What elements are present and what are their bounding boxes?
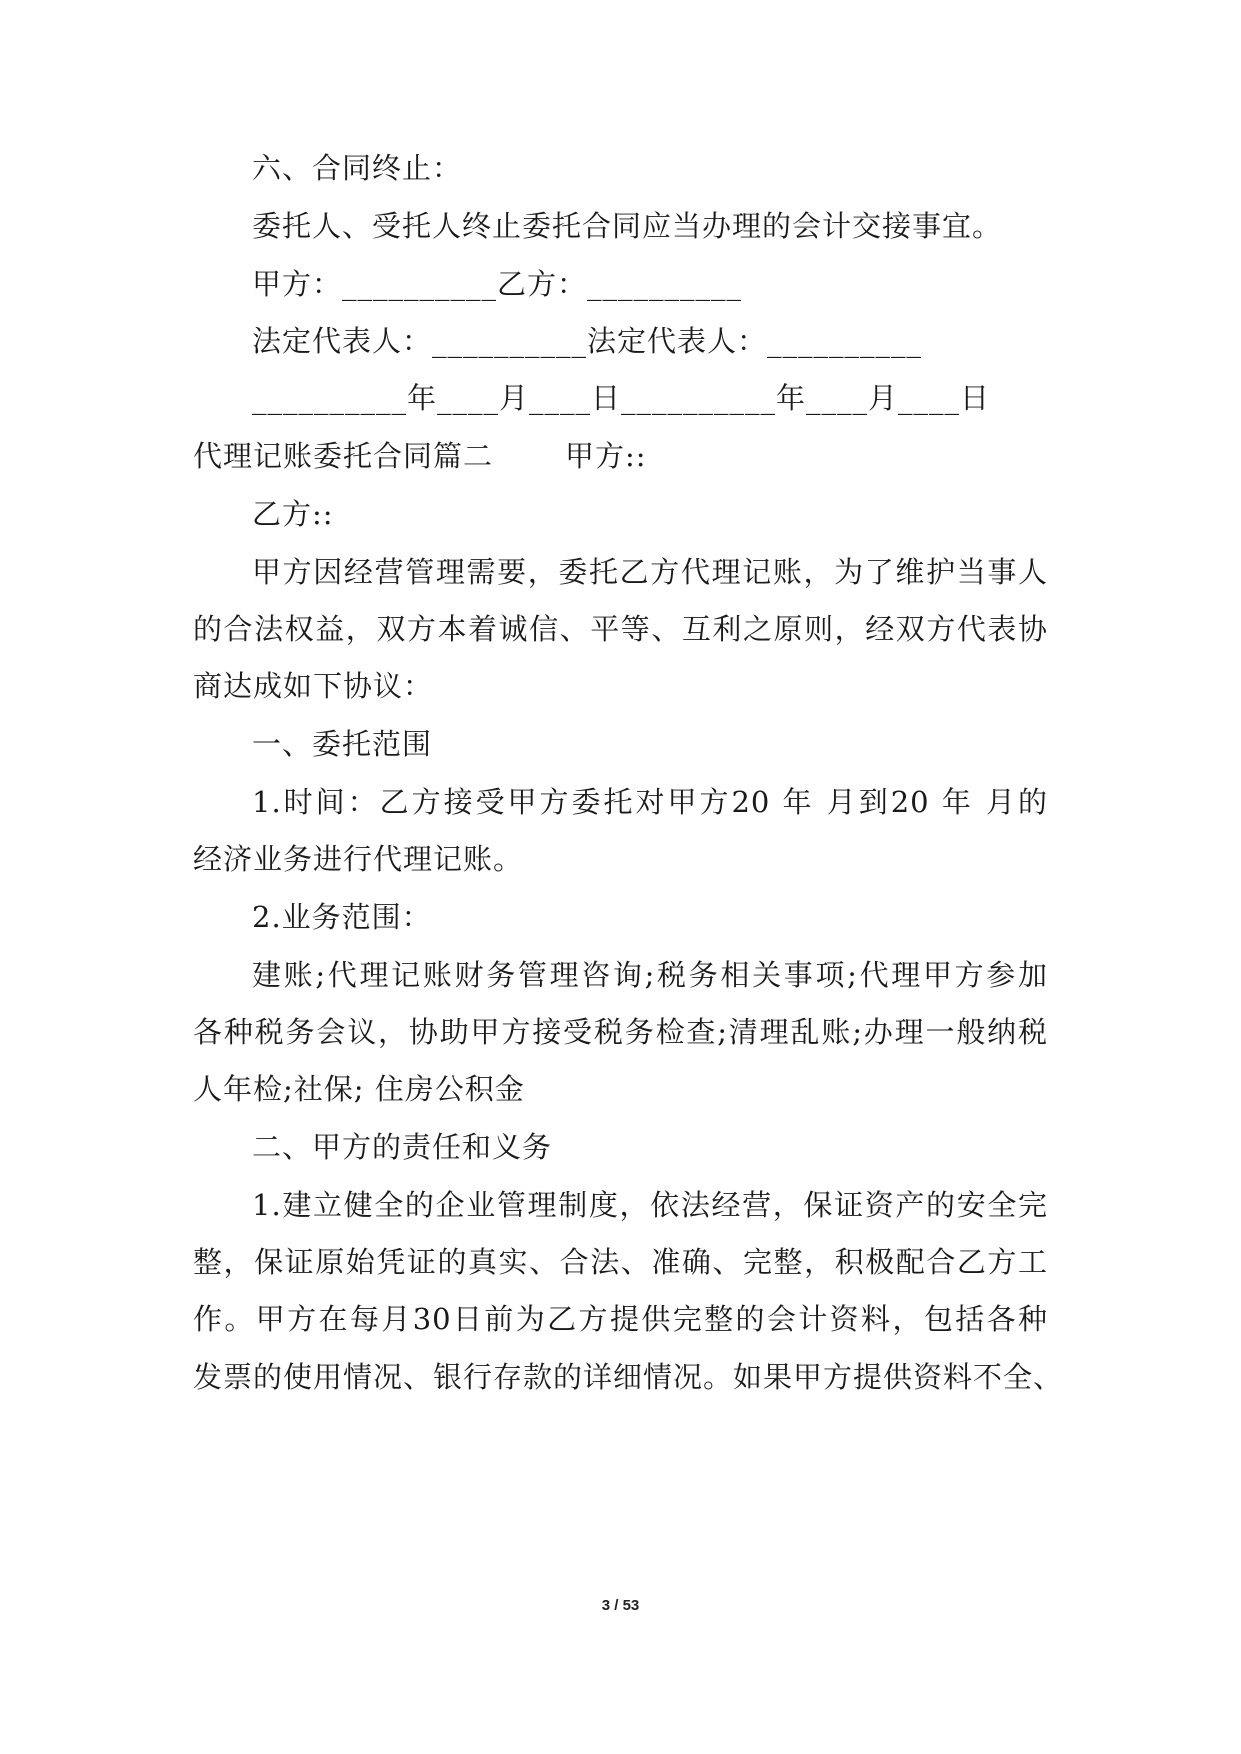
contract-title-row — [193, 436, 647, 476]
subheading-business-scope: 2.业务范围： — [252, 900, 432, 934]
paragraph-line: 整，保证原始凭证的真实、合法、准确、完整，积极配合乙方工 — [193, 1245, 1048, 1279]
section-heading-scope: 一、委托范围 — [252, 727, 433, 761]
paragraph-line: 商达成如下协议： — [193, 669, 434, 703]
paragraph-line: 1.时间：乙方接受甲方委托对甲方20 年 月到20 年 月的 — [252, 785, 1048, 819]
paragraph-line: 作。甲方在每月30日前为乙方提供完整的会计资料，包括各种 — [193, 1302, 1048, 1336]
signature-line-representatives: 法定代表人：__________法定代表人：__________ — [252, 324, 923, 358]
paragraph-line: 甲方因经营管理需要，委托乙方代理记账，为了维护当事人 — [252, 555, 1048, 589]
section-heading-party-a-duties: 二、甲方的责任和义务 — [252, 1130, 553, 1164]
paragraph-line: 委托人、受托人终止委托合同应当办理的会计交接事宜。 — [252, 209, 1003, 243]
section-heading-termination: 六、合同终止： — [252, 151, 463, 185]
paragraph-line: 建账;代理记账财务管理咨询;税务相关事项;代理甲方参加 — [252, 958, 1048, 992]
paragraph-line: 的合法权益，双方本着诚信、平等、互利之原则，经双方代表协 — [193, 612, 1048, 646]
paragraph-line: 1.建立健全的企业管理制度，依法经营，保证资产的安全完 — [252, 1188, 1048, 1222]
party-b-label: 乙方:: — [252, 497, 334, 531]
paragraph-line: 人年检;社保; 住房公积金 — [193, 1072, 525, 1106]
signature-line-dates: __________年____月____日__________年____月____日 — [252, 381, 991, 415]
paragraph-line: 各种税务会议，协助甲方接受税务检查;清理乱账;办理一般纳税 — [193, 1015, 1048, 1049]
party-a-label: 甲方:: — [565, 439, 647, 473]
paragraph-line: 经济业务进行代理记账。 — [193, 842, 524, 876]
signature-line-parties: 甲方：__________乙方：__________ — [252, 267, 743, 301]
paragraph-line: 发票的使用情况、银行存款的详细情况。如果甲方提供资料不全、 — [193, 1360, 1064, 1394]
page-indicator: 3 / 53 — [601, 1597, 640, 1614]
contract-title: 代理记账委托合同篇二 — [193, 439, 494, 473]
